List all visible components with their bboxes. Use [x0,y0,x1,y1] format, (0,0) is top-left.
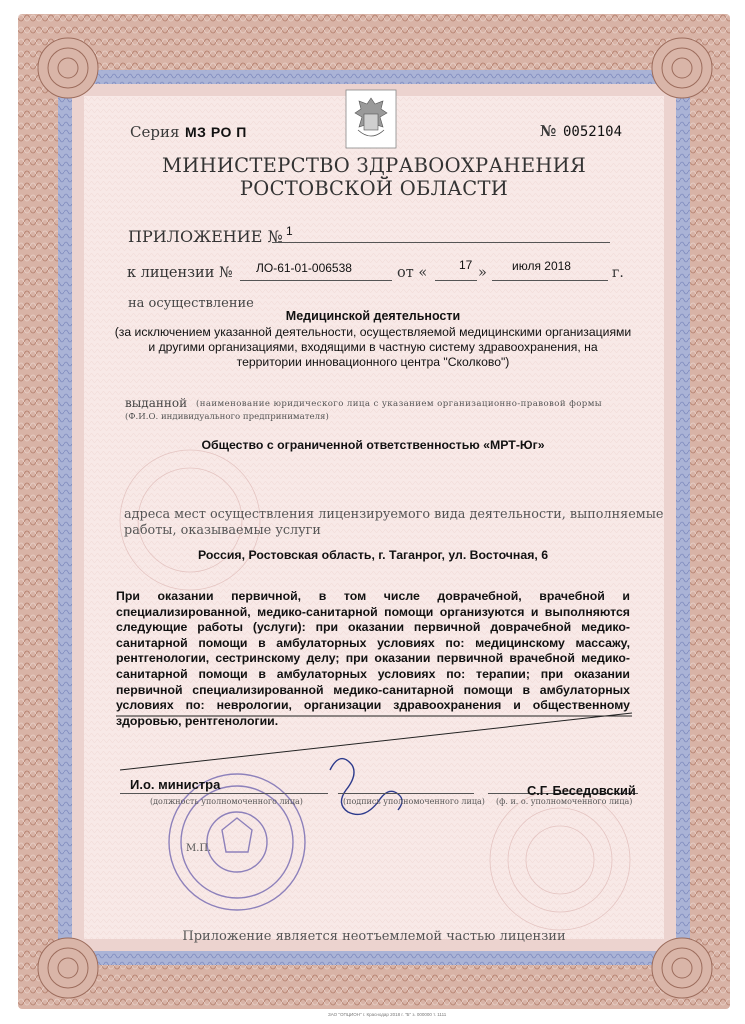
address-value: Россия, Ростовская область, г. Таганрог, ул. Восточная, 6 [197,548,549,562]
addresses-label-line1: адреса мест осуществления лицензируемого вида деятельности, выполняемые [124,507,664,522]
stamp-place-label: М.П. [186,843,212,854]
license-month-year: июля 2018 [512,259,571,273]
activity-line1: (за исключением указанной деятельности, осуществляемой медицинскими организациями [114,325,632,339]
appendix-number: 1 [286,224,293,238]
license-quote-close: » [478,265,487,281]
appendix-label: ПРИЛОЖЕНИЕ № [128,227,283,246]
issued-hint1: (наименование юридического лица с указанием организационно-правовой формы [196,399,603,409]
activity-line3: территории инновационного центра "Сколково") [236,355,510,369]
license-day: 17 [459,258,473,272]
number-label: № [540,122,557,140]
activity-label: на осуществление [128,296,254,311]
issued-label: выданной [125,396,188,410]
license-date-underline [492,280,608,281]
appendix-underline [272,242,610,243]
position-underline [120,793,328,794]
series-value: МЗ РО П [185,124,247,140]
caption-signature: (подпись уполномоченного лица) [343,797,485,806]
caption-position: (должность уполномоченного лица) [150,797,303,806]
activity-line2: и другими организациями, входящими в частную систему здравоохранения, на [148,340,598,354]
activity-title: Медицинской деятельности [285,309,461,323]
license-number: ЛО-61-01-006538 [256,261,352,275]
series-label: Серия [130,123,180,141]
license-day-underline [435,280,477,281]
caption-name: (ф. и. о. уполномоченного лица) [496,797,633,806]
license-year-suffix: г. [612,265,624,281]
organization-name: Общество с ограниченной ответственностью «МРТ-Юг» [201,438,545,452]
ministry-title-line2: РОСТОВСКОЙ ОБЛАСТИ [239,177,509,200]
form-number: 0052104 [563,124,623,140]
license-from-label: от « [397,265,428,281]
signatory-name: С.Г. Беседовский [527,783,636,798]
services-text: При оказании первичной, в том числе доврачебной, врачебной и специализированной, медико-санитарной помощи организуются и выполняются следующие работы (услуги): при оказании первичной доврачебной медико-санитарной помощи в амбулаторных условиях по: медицинскому массажу, рентгенологии, сестринскому делу; при оказании первичной врачебной медико-санитарной помощи в амбулаторных условиях по: терапии; при оказании первичной специализированной медико-санитарной помощи в амбулаторных условиях по: неврологии, организации здравоохранения и общественному здоровью, рентгенологии. [116,589,630,728]
ministry-title-line1: МИНИСТЕРСТВО ЗДРАВООХРАНЕНИЯ [161,154,587,177]
issued-hint2: (Ф.И.О. индивидуального предпринимателя) [125,412,329,422]
signature-underline [338,793,474,794]
signatory-position: И.о. министра [130,777,221,792]
addresses-label-line2: работы, оказываемые услуги [124,523,321,538]
coat-of-arms-emblem [346,90,396,148]
license-label: к лицензии № [127,265,233,281]
license-number-underline [240,280,392,281]
print-info: ЗАО "ОПЦИОН" г. Краснодар 2018 г. "Б" з. 000000 т. 1111 [328,1012,447,1017]
footer-note: Приложение является неотъемлемой частью лицензии [182,929,566,944]
